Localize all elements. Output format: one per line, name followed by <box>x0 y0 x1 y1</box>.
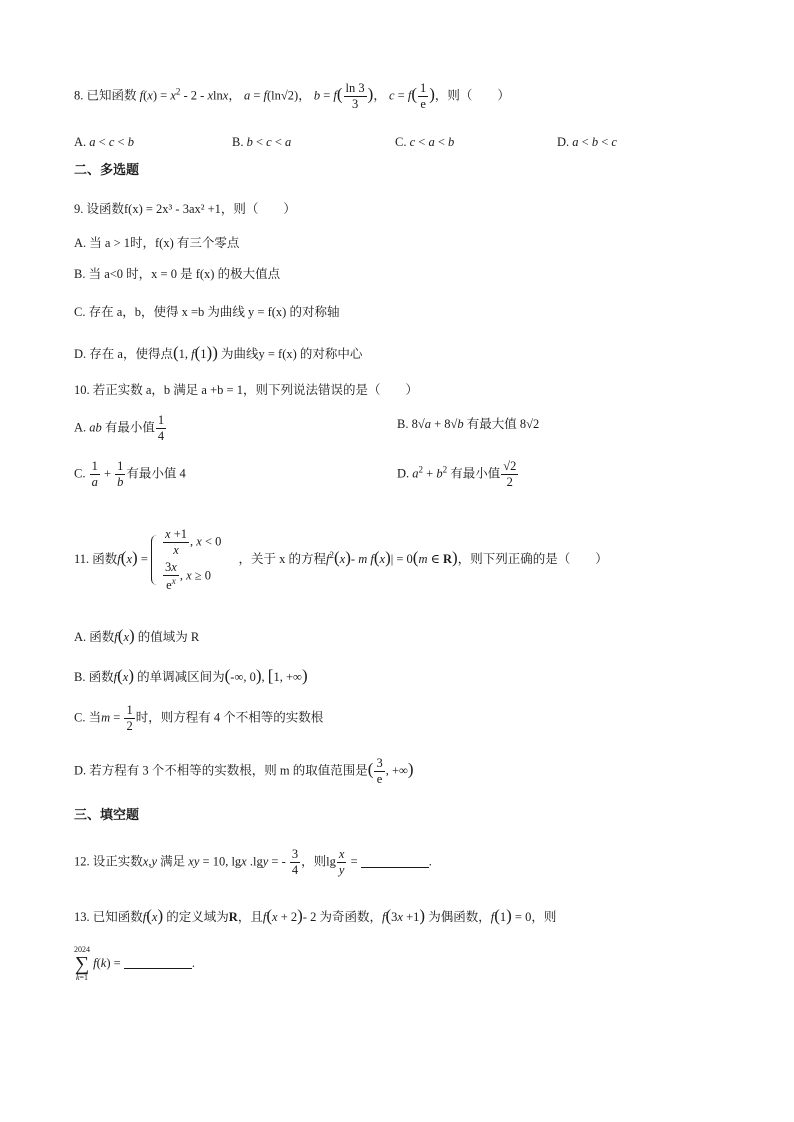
q11-stem: 11. 函数f(x) = $\frac{x +1}{x}$ , x < 0 $\frac{3x}{e^x}$ , x ≥ 0 ，关于 x 的方程$f^2(x)-$ m f(x)| = 0(m ∈ R)，则下列正确的是（ ） <box>74 527 608 593</box>
q10-option-a: A. ab 有最小值 $\frac{1}{4}$ <box>74 413 165 444</box>
q10-stem: 10. 若正实数 a，b 满足 a +b = 1，则下列说法错误的是（ ） <box>74 383 418 397</box>
q9-option-d: D. 存在 a，使得点(1, f(1)) 为曲线y = f(x) 的对称中心 <box>74 343 363 362</box>
q9-option-c: C. 存在 a，b，使得 x =b 为曲线 y = f(x) 的对称轴 <box>74 305 340 319</box>
q8-option-c: C. c < a < b <box>395 135 455 149</box>
q11-option-d: D. 若方程有 3 个不相等的实数根，则 m 的取值范围是( $\frac{3}{e}$ , +∞) <box>74 756 414 787</box>
q8-option-d: D. a < b < c <box>557 135 617 149</box>
q8-option-a: A. a < c < b <box>74 135 134 149</box>
q9-stem: 9. 设函数f(x) = 2x³ - 3ax² +1，则（ ） <box>74 202 296 216</box>
q12: 12. 设正实数x,y 满足 xy = 10, lgx .lgy = - $\frac{3}{4}$ ，则lg $\frac{x}{y}$ = . <box>74 847 432 878</box>
q8-number: 8. <box>74 88 84 103</box>
q9-option-b: B. 当 a<0 时，x = 0 是 f(x) 的极大值点 <box>74 267 281 281</box>
q13-sum: 2024 ∑ k=1 f(k) = . <box>74 945 195 982</box>
q8-stem: 已知函数 <box>86 88 137 103</box>
section-multiple-choice-title: 二、多选题 <box>74 163 140 178</box>
question-8: 8. 已知函数 $f(x) = x^2 - 2 - xlnx$， a = f(ln√2)， b = f( $\frac{\ln 3}{3}$ )， c = f( $\frac{1}{e}$ )，则（ ） <box>74 81 510 112</box>
q13: 13. 已知函数f(x) 的定义域为R，且f(x + 2)- 2 为奇函数，f(3x +1) 为偶函数，f(1) = 0，则 <box>74 906 557 925</box>
q8-option-b: B. b < c < a <box>232 135 292 149</box>
q11-option-b: B. 函数f(x) 的单调减区间为(-∞, 0), [1, +∞) <box>74 666 308 685</box>
q9-option-a: A. 当 a > 1时，f(x) 有三个零点 <box>74 236 240 250</box>
q12-answer-blank[interactable] <box>361 855 429 868</box>
q10-option-d: D. $a^2 + b^2$ 有最小值 $\frac{√2}{2}$ <box>397 459 517 490</box>
q11-option-c: C. 当m = $\frac{1}{2}$ 时，则方程有 4 个不相等的实数根 <box>74 703 324 734</box>
section-fill-blank-title: 三、填空题 <box>74 808 140 823</box>
q10-option-c: C. $\frac{1}{a}$ + $\frac{1}{b}$ 有最小值 4 <box>74 459 186 490</box>
q11-option-a: A. 函数f(x) 的值域为 R <box>74 626 200 645</box>
q13-answer-blank[interactable] <box>124 956 192 969</box>
q10-option-b: B. 8√a + 8√b 有最大值 8√2 <box>397 417 540 431</box>
